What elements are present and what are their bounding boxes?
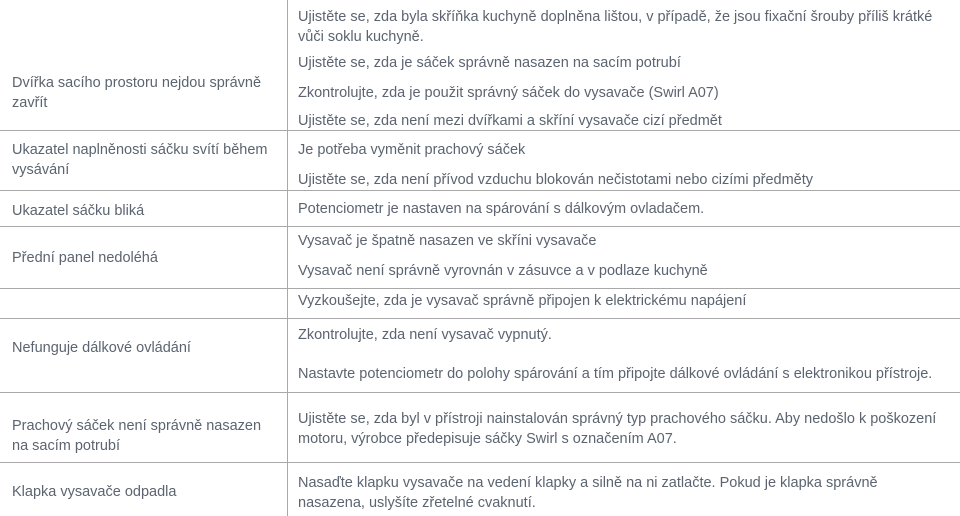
problem-remote-control: Nefunguje dálkové ovládání bbox=[12, 340, 191, 356]
problem-bag-indicator-on: Ukazatel naplněnosti sáčku svítí během vysávání bbox=[12, 142, 268, 178]
row-divider bbox=[0, 318, 960, 319]
solution-power-connection: Vyzkoušejte, zda je vysavač správně připojen k elektrickému napájení bbox=[298, 293, 747, 309]
solution-vacuum-off: Zkontrolujte, zda není vysavač vypnutý. bbox=[298, 327, 552, 343]
row-divider bbox=[0, 190, 960, 191]
row-divider bbox=[0, 462, 960, 463]
solution-bag-type: Ujistěte se, zda byl v přístroji nainstalován správný typ prachového sáčku. Aby nedošlo k poškození motoru, výrobce předepisuje sáčky Swirl s označením A07. bbox=[298, 411, 937, 447]
problem-bag-not-fitted: Prachový sáček není správně nasazen na sacím potrubí bbox=[12, 418, 262, 454]
column-divider bbox=[287, 0, 288, 516]
solution-correct-bag: Zkontrolujte, zda je použit správný sáček do vysavače (Swirl A07) bbox=[298, 85, 719, 101]
solution-bag-fitted: Ujistěte se, zda je sáček správně nasazen na sacím potrubí bbox=[298, 55, 681, 71]
solution-replace-bag: Je potřeba vyměnit prachový sáček bbox=[298, 142, 526, 158]
solution-potentiometer-pairing: Potenciometr je nastaven na spárování s dálkovým ovladačem. bbox=[298, 201, 705, 217]
solution-vacuum-seated: Vysavač je špatně nasazen ve skříni vysavače bbox=[298, 233, 597, 249]
solution-kitchen-strip: Ujistěte se, zda byla skříňka kuchyně doplněna lištou, v případě, že jsou fixační šrouby příliš krátké vůči soklu kuchyně. bbox=[298, 9, 933, 45]
problem-bag-indicator-blinking: Ukazatel sáčku bliká bbox=[12, 203, 145, 219]
solution-air-intake: Ujistěte se, zda není přívod vzduchu blokován nečistotami nebo cizími předměty bbox=[298, 172, 814, 188]
problem-door-not-closing: Dvířka sacího prostoru nejdou správně zavřít bbox=[12, 75, 262, 111]
problem-flap-fell-off: Klapka vysavače odpadla bbox=[12, 484, 177, 500]
solution-foreign-object: Ujistěte se, zda není mezi dvířkami a skříní vysavače cizí předmět bbox=[298, 113, 722, 129]
row-divider bbox=[0, 392, 960, 393]
solution-set-potentiometer: Nastavte potenciometr do polohy spárování a tím připojte dálkové ovládání s elektronikou přístroje. bbox=[298, 366, 933, 382]
problem-front-panel: Přední panel nedoléhá bbox=[12, 250, 158, 266]
row-divider bbox=[0, 288, 960, 289]
solution-attach-flap: Nasaďte klapku vysavače na vedení klapky a silně na ni zatlačte. Pokud je klapka správně nasazena, uslyšíte zřetelné cvaknutí. bbox=[298, 475, 878, 511]
solution-vacuum-aligned: Vysavač není správně vyrovnán v zásuvce a v podlaze kuchyně bbox=[298, 263, 708, 279]
row-divider bbox=[0, 226, 960, 227]
